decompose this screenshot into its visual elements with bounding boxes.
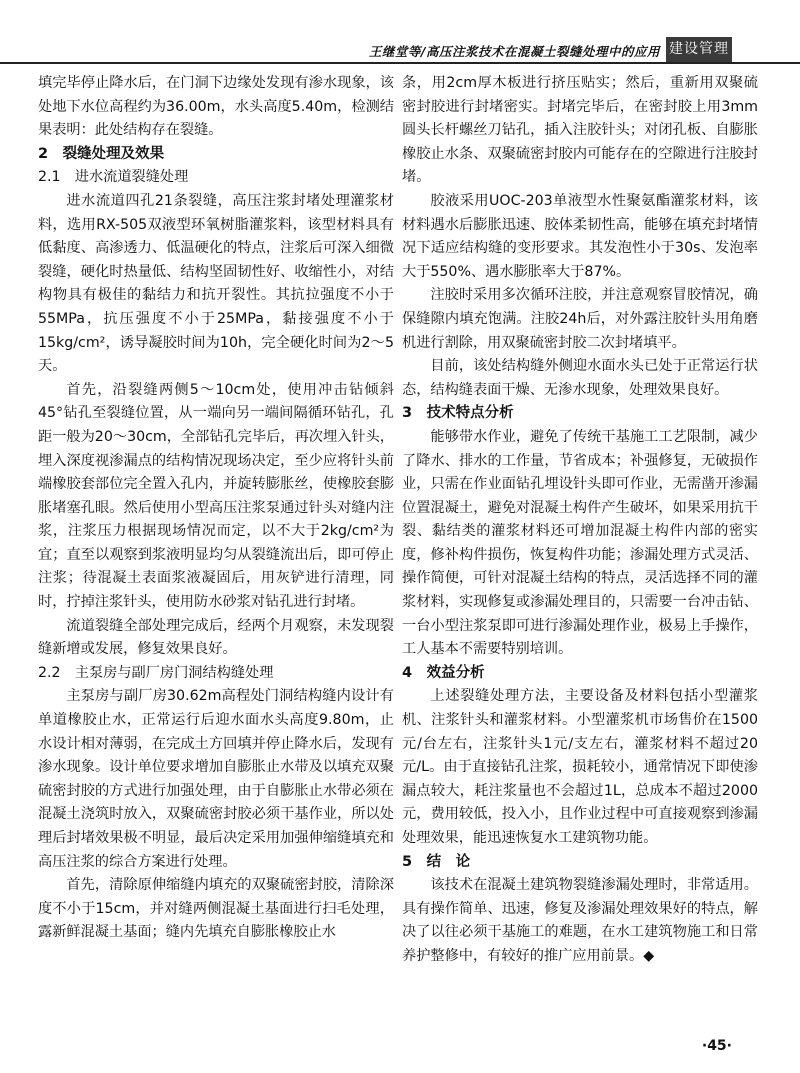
paragraph: 首先，沿裂缝两侧5～10cm处，使用冲击钻倾斜45°钻孔至裂缝位置，从一端向另一端间隔循环钻孔，孔距一般为20～30cm，全部钻孔完毕后，再次埋入针头，埋入深度视渗漏点的结构情况现场决定，至少应将针头前端橡胶套部位完全置入孔内，并旋转膨胀丝，使橡胶套膨胀堵塞孔眼。然后使用小型高压注浆泵通过针头对缝内注浆，注浆压力根据现场情况而定，以不大于2kg/cm²为宜；直至以观察到浆液明显均匀从裂缝流出后，即可停止注浆；待混凝土表面浆液凝固后，用灰铲进行清理，同时，拧掉注浆针头，使用防水砂浆对钻孔进行封堵。 xyxy=(38,381,394,611)
paragraph: 流道裂缝全部处理完成后，经两个月观察，未发现裂缝新增或发展，修复效果良好。 xyxy=(38,617,394,658)
paragraph: 填完毕停止降水后，在门洞下边缘处发现有渗水现象，该处地下水位高程约为36.00m，水头高度5.40m，检测结果表明：此处结构存在裂缝。 xyxy=(38,75,394,139)
subsection-heading: 2.2 主泵房与副厂房门洞结构缝处理 xyxy=(38,664,274,681)
section-heading: 3 技术特点分析 xyxy=(402,405,514,422)
right-column xyxy=(402,72,758,969)
subsection-heading: 2.1 进水流道裂缝处理 xyxy=(38,169,189,186)
header-rule xyxy=(0,62,800,64)
running-title: 王继堂等/高压注浆技术在混凝土裂缝处理中的应用 xyxy=(368,44,660,59)
paragraph: 进水流道四孔21条裂缝，高压注浆封堵处理灌浆材料，选用RX-505双液型环氧树脂灌浆料，该型材料具有低黏度、高渗透力、低温硬化的特点，注浆后可深入细微裂缝，硬化时热量低、结构坚固韧性好、收缩性小，对结构物具有极佳的黏结力和抗开裂性。其抗拉强度不小于55MPa，抗压强度不小于25MPa，黏接强度不小于15kg/cm²，诱导凝胶时间为10h，完全硬化时间为2～5天。 xyxy=(38,192,394,375)
paragraph: 主泵房与副厂房30.62m高程处门洞结构缝内设计有单道橡胶止水，正常运行后迎水面水头高度9.80m，止水设计相对薄弱，在完成土方回填并停止降水后，发现有渗水现象。设计单位要求增加自膨胀止水带及以填充双聚硫密封胶的方式进行加强处理，由于自膨胀止水带必须在混凝土浇筑时放入，双聚硫密封胶必须干基作业，所以处理后封堵效果极不明显，最后决定采用加强伸缩缝填充和高压注浆的综合方案进行处理。 xyxy=(38,688,394,870)
paragraph: 注胶时采用多次循环注胶，并注意观察冒胶情况，确保缝隙内填充饱满。注胶24h后，对外露注胶针头用角磨机进行割除，用双聚硫密封胶二次封堵填平。 xyxy=(402,287,758,351)
paragraph: 该技术在混凝土建筑物裂缝渗漏处理时，非常适用。具有操作简单、迅速，修复及渗漏处理效果好的特点，解决了以往必须干基施工的难题，在水工建筑物施工和日常养护整修中，有较好的推广应用前景。◆ xyxy=(402,877,758,964)
left-column xyxy=(38,72,394,945)
page-number: ·45· xyxy=(701,1038,732,1054)
section-heading: 2 裂缝处理及效果 xyxy=(38,145,165,162)
section-badge: 建设管理 xyxy=(666,37,732,62)
paragraph: 能够带水作业，避免了传统干基施工工艺限制，减少了降水、排水的工作量，节省成本；补强修复，无破损作业，只需在作业面钻孔埋设针头即可作业，无需凿开渗漏位置混凝土，避免对混凝土构件产生破坏，如果采用抗干裂、黏结类的灌浆材料还可增加混凝土构件内部的密实度，修补构件损伤，恢复构件功能；渗漏处理方式灵活、操作简便，可针对混凝土结构的特点，灵活选择不同的灌浆材料，实现修复或渗漏处理目的，只需要一台冲击钻、一台小型注浆泵即可进行渗漏处理作业，极易上手操作，工人基本不需要特别培训。 xyxy=(402,428,758,658)
section-heading: 4 效益分析 xyxy=(402,664,485,681)
paragraph: 上述裂缝处理方法，主要设备及材料包括小型灌浆机、注浆针头和灌浆材料。小型灌浆机市场售价在1500元/台左右，注浆针头1元/支左右，灌浆材料不超过20元/L。由于直接钻孔注浆，损耗较小，通常情况下即使渗漏点较大，耗注浆量也不会超过1L，总成本不超过2000元，费用较低，投入小，且作业过程中可直接观察到渗漏处理效果，能迅速恢复水工建筑物功能。 xyxy=(402,688,758,846)
paragraph: 胶液采用UOC-203单液型水性聚氨酯灌浆材料，该材料遇水后膨胀迅速、胶体柔韧性高，能够在填充封堵情况下适应结构缝的变形要求。其发泡性小于30s、发泡率大于550%、遇水膨胀率大于87%。 xyxy=(402,192,758,280)
section-heading: 5 结 论 xyxy=(402,853,471,870)
paragraph: 首先，清除原伸缩缝内填充的双聚硫密封胶，清除深度不小于15cm，并对缝两侧混凝土基面进行扫毛处理，露新鲜混凝土基面；缝内先填充自膨胀橡胶止水 xyxy=(38,877,394,941)
running-header xyxy=(0,36,800,64)
paragraph: 条，用2cm厚木板进行挤压贴实；然后，重新用双聚硫密封胶进行封堵密实。封堵完毕后，在密封胶上用3mm圆头长杆螺丝刀钻孔，插入注胶针头；对闭孔板、自膨胀橡胶止水条、双聚硫密封胶内可能存在的空隙进行注胶封堵。 xyxy=(402,75,758,186)
paragraph: 目前，该处结构缝外侧迎水面水头已处于正常运行状态，结构缝表面干燥、无渗水现象，处理效果良好。 xyxy=(402,358,758,398)
